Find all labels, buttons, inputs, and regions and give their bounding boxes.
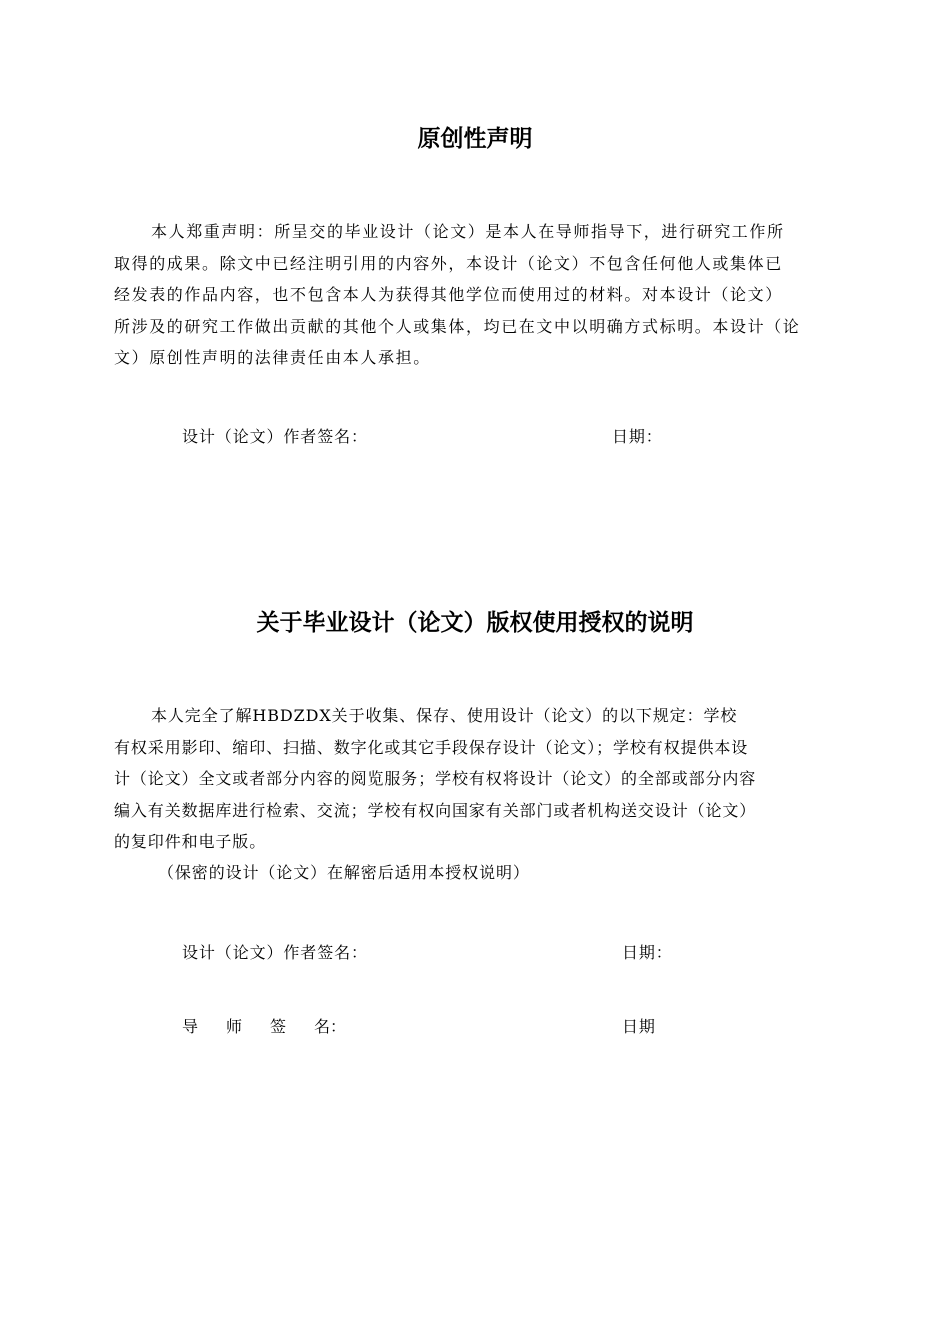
declaration-date-label: 日期：	[612, 427, 663, 446]
supervisor-char-3: 签	[270, 1017, 287, 1036]
supervisor-signature-label	[182, 1014, 346, 1037]
copyright-title: 关于毕业设计（论文）版权使用授权的说明	[256, 610, 694, 636]
copyright-body	[114, 700, 838, 858]
copyright-author-signature-label: 设计（论文）作者签名：	[182, 943, 368, 962]
supervisor-char-2: 师	[226, 1017, 243, 1036]
copyright-line-1: 本人完全了解HBDZDX关于收集、保存、使用设计（论文）的以下规定：学校	[151, 706, 738, 725]
supervisor-date-label: 日期	[622, 1017, 656, 1036]
declaration-line-2: 取得的成果。除文中已经注明引用的内容外，本设计（论文）不包含任何他人或集体已	[114, 253, 783, 273]
confidential-note: （保密的设计（论文）在解密后适用本授权说明）	[158, 863, 530, 882]
declaration-body	[114, 216, 838, 374]
copyright-line-5: 的复印件和电子版。	[114, 832, 267, 851]
copyright-line-4: 编入有关数据库进行检索、交流；学校有权向国家有关部门或者机构送交设计（论文）	[114, 800, 757, 820]
declaration-title: 原创性声明	[417, 126, 533, 152]
supervisor-char-4: 名：	[314, 1017, 347, 1036]
declaration-line-4: 所涉及的研究工作做出贡献的其他个人或集体，均已在文中以明确方式标明。本设计（论	[114, 316, 801, 336]
declaration-author-signature-label: 设计（论文）作者签名：	[182, 427, 368, 446]
supervisor-char-1: 导	[182, 1017, 199, 1036]
declaration-line-5: 文）原创性声明的法律责任由本人承担。	[114, 348, 431, 367]
copyright-line-2: 有权采用影印、缩印、扫描、数字化或其它手段保存设计（论文）；学校有权提供本设	[114, 737, 749, 757]
copyright-author-date-label: 日期：	[622, 943, 673, 962]
declaration-line-3: 经发表的作品内容，也不包含本人为获得其他学位而使用过的材料。对本设计（论文）	[114, 285, 783, 304]
copyright-line-3: 计（论文）全文或者部分内容的阅览服务；学校有权将设计（论文）的全部或部分内容	[114, 769, 757, 788]
declaration-line-1: 本人郑重声明：所呈交的毕业设计（论文）是本人在导师指导下，进行研究工作所	[151, 222, 785, 241]
